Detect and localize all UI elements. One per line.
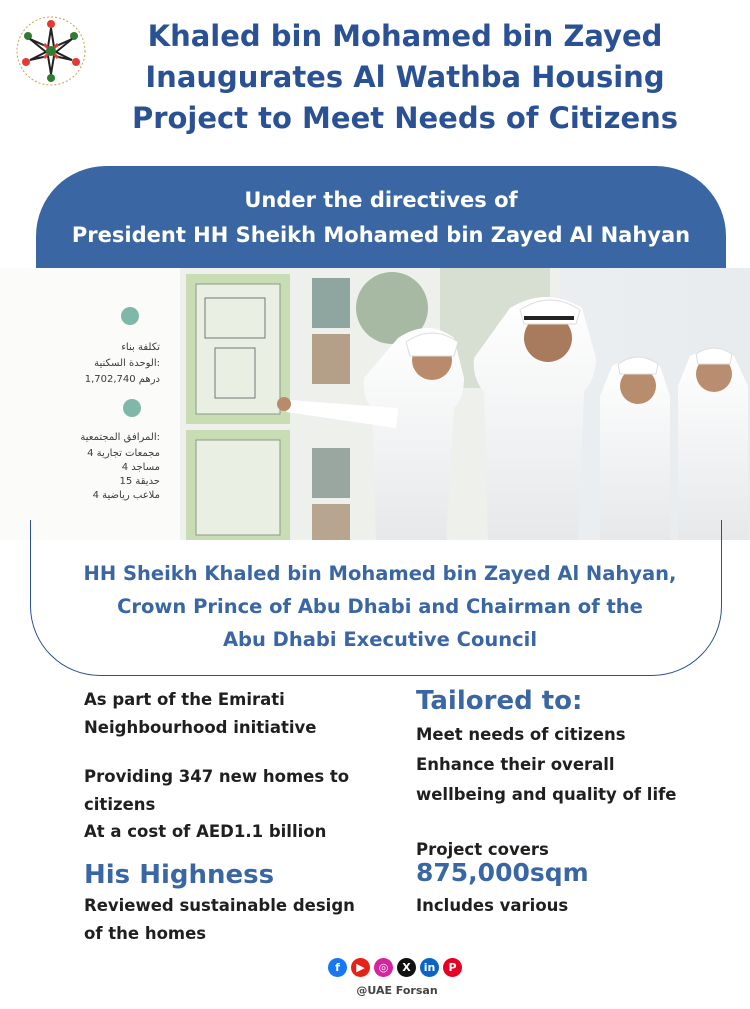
reviewed-text — [84, 892, 384, 948]
board-text-6: 4 مساجد — [121, 462, 160, 473]
covers-label: Project covers — [416, 840, 549, 859]
instagram-icon[interactable]: ◎ — [374, 958, 393, 977]
initiative-line-2: Neighbourhood initiative — [84, 718, 317, 737]
banner-line-2: President HH Sheikh Mohamed bin Zayed Al Nahyan — [71, 223, 691, 247]
homes-line-2: citizens — [84, 795, 156, 814]
homes-line-1: Providing 347 new homes to — [84, 767, 350, 786]
board-text-5: 4 مجمعات تجارية — [87, 448, 160, 459]
homes-text — [84, 763, 384, 819]
uae-forsan-logo-icon — [14, 14, 88, 88]
tailored-list — [416, 720, 726, 810]
area-value: 875,000sqm — [416, 858, 589, 887]
caption-line-2: Crown Prince of Abu Dhabi and Chairman of the — [117, 595, 643, 618]
pinterest-icon[interactable]: P — [443, 958, 462, 977]
tailored-item-2: Enhance their overall — [416, 755, 615, 774]
caption-line-3: Abu Dhabi Executive Council — [222, 628, 538, 651]
tailored-heading: Tailored to: — [416, 686, 583, 716]
reviewed-line-2: of the homes — [84, 924, 207, 943]
board-text-1: تكلفة بناء — [121, 342, 160, 353]
board-text-4: المرافق المجتمعية: — [80, 432, 160, 443]
x-icon[interactable]: X — [397, 958, 416, 977]
social-handle: @UAE Forsan — [356, 984, 438, 997]
directives-banner-text — [36, 183, 726, 253]
banner-line-1: Under the directives of — [244, 188, 518, 212]
highness-heading: His Highness — [84, 860, 275, 890]
caption-line-1: HH Sheikh Khaled bin Mohamed bin Zayed Al Nahyan, — [83, 562, 677, 585]
social-icons — [328, 958, 466, 978]
facebook-icon[interactable]: f — [328, 958, 347, 977]
initiative-line-1: As part of the Emirati — [84, 690, 285, 709]
linkedin-icon[interactable]: in — [420, 958, 439, 977]
board-text-3: 1,702,740 درهم — [84, 374, 160, 385]
inauguration-photo — [0, 268, 750, 540]
youtube-icon[interactable]: ▶ — [351, 958, 370, 977]
board-text-2: الوحدة السكنية: — [94, 358, 160, 369]
initiative-text — [84, 686, 384, 742]
tailored-item-1: Meet needs of citizens — [416, 725, 626, 744]
headline-line-2: Inaugurates Al Wathba Housing — [145, 60, 665, 94]
includes-text: Includes various — [416, 896, 569, 915]
headline-line-1: Khaled bin Mohamed bin Zayed — [147, 19, 663, 53]
headline-line-3: Project to Meet Needs of Citizens — [131, 101, 679, 135]
reviewed-line-1: Reviewed sustainable design — [84, 896, 355, 915]
photo-caption — [40, 557, 720, 656]
cost-text: At a cost of AED1.1 billion — [84, 822, 327, 841]
headline — [95, 16, 715, 139]
tailored-item-3: wellbeing and quality of life — [416, 785, 677, 804]
board-text-8: 4 ملاعب رياضية — [92, 490, 160, 501]
board-text-7: 15 حديقة — [119, 476, 160, 487]
